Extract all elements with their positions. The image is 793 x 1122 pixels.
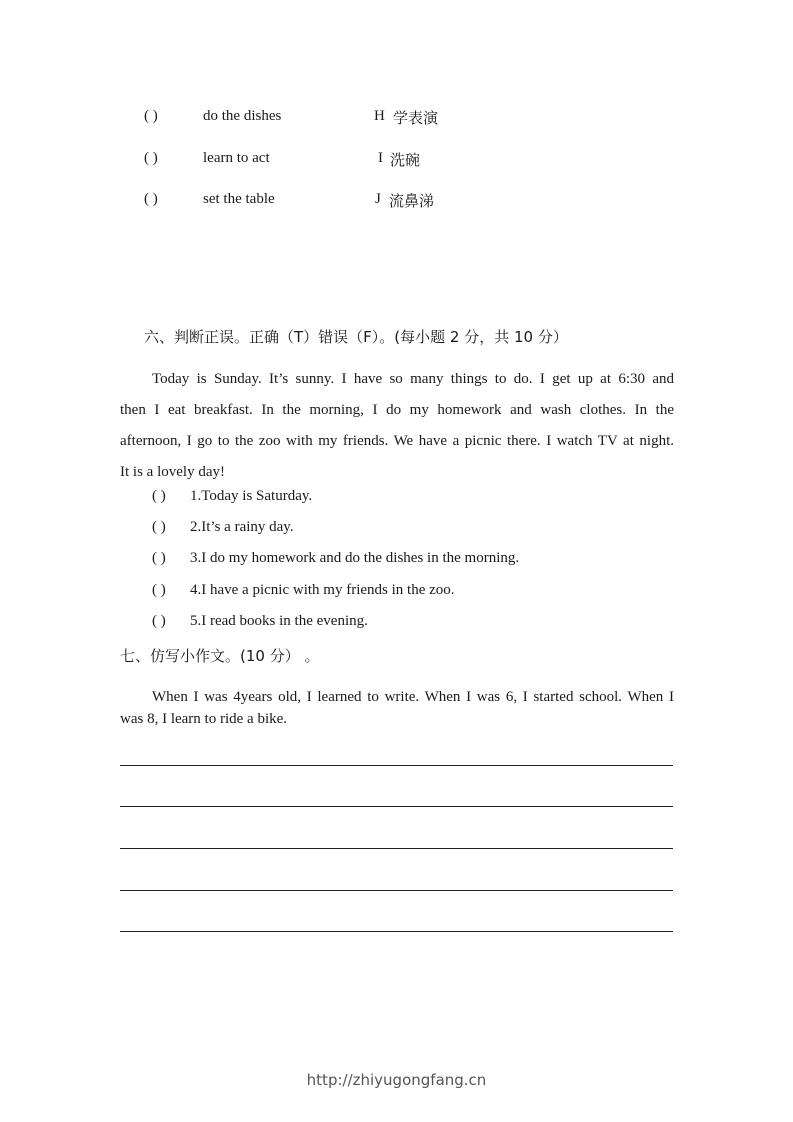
option-letter: J	[375, 191, 381, 207]
statement-text: 1.Today is Saturday.	[190, 488, 313, 504]
chinese-phrase: 学表演	[393, 109, 439, 127]
option-letter: H	[374, 108, 385, 124]
english-phrase: do the dishes	[203, 108, 282, 124]
passage-line: then I eat breakfast. In the morning, I do my homework and wash clothes. In the	[120, 402, 674, 418]
writing-line[interactable]	[120, 931, 673, 932]
footer-url: http://zhiyugongfang.cn	[306, 1071, 487, 1089]
statement-text: 4.I have a picnic with my friends in the zoo.	[190, 582, 455, 598]
writing-line[interactable]	[120, 765, 673, 766]
writing-example	[120, 686, 674, 730]
answer-blank[interactable]: ( )	[144, 108, 158, 124]
answer-blank[interactable]: ( )	[144, 150, 158, 166]
section-6-heading: 六、判断正误。正确（T）错误（F）。(每小题 2 分，共 10 分）	[144, 328, 568, 346]
reading-passage	[120, 364, 674, 488]
writing-line[interactable]	[120, 848, 673, 849]
answer-blank[interactable]: ( )	[152, 613, 166, 629]
answer-blank[interactable]: ( )	[152, 550, 166, 566]
answer-blank[interactable]: ( )	[144, 191, 158, 207]
writing-line[interactable]	[120, 890, 673, 891]
answer-blank[interactable]: ( )	[152, 582, 166, 598]
passage-line: It is a lovely day!	[120, 464, 225, 480]
english-phrase: set the table	[203, 191, 275, 207]
passage-line: Today is Sunday. It’s sunny. I have so many things to do. I get up at 6:30 and	[152, 371, 674, 387]
example-line: was 8, I learn to ride a bike.	[120, 711, 288, 727]
statement-text: 3.I do my homework and do the dishes in the morning.	[190, 550, 520, 566]
answer-blank[interactable]: ( )	[152, 488, 166, 504]
section-7-heading: 七、仿写小作文。(10 分） 。	[120, 647, 320, 665]
statement-text: 5.I read books in the evening.	[190, 613, 368, 629]
chinese-phrase: 流鼻涕	[389, 192, 435, 210]
answer-blank[interactable]: ( )	[152, 519, 166, 535]
chinese-phrase: 洗碗	[390, 151, 421, 169]
statement-text: 2.It’s a rainy day.	[190, 519, 294, 535]
passage-line: afternoon, I go to the zoo with my friends. We have a picnic there. I watch TV at night.	[120, 433, 674, 449]
example-line: When I was 4years old, I learned to write. When I was 6, I started school. When I	[152, 689, 674, 705]
english-phrase: learn to act	[203, 150, 270, 166]
writing-line[interactable]	[120, 806, 673, 807]
option-letter: I	[378, 150, 383, 166]
